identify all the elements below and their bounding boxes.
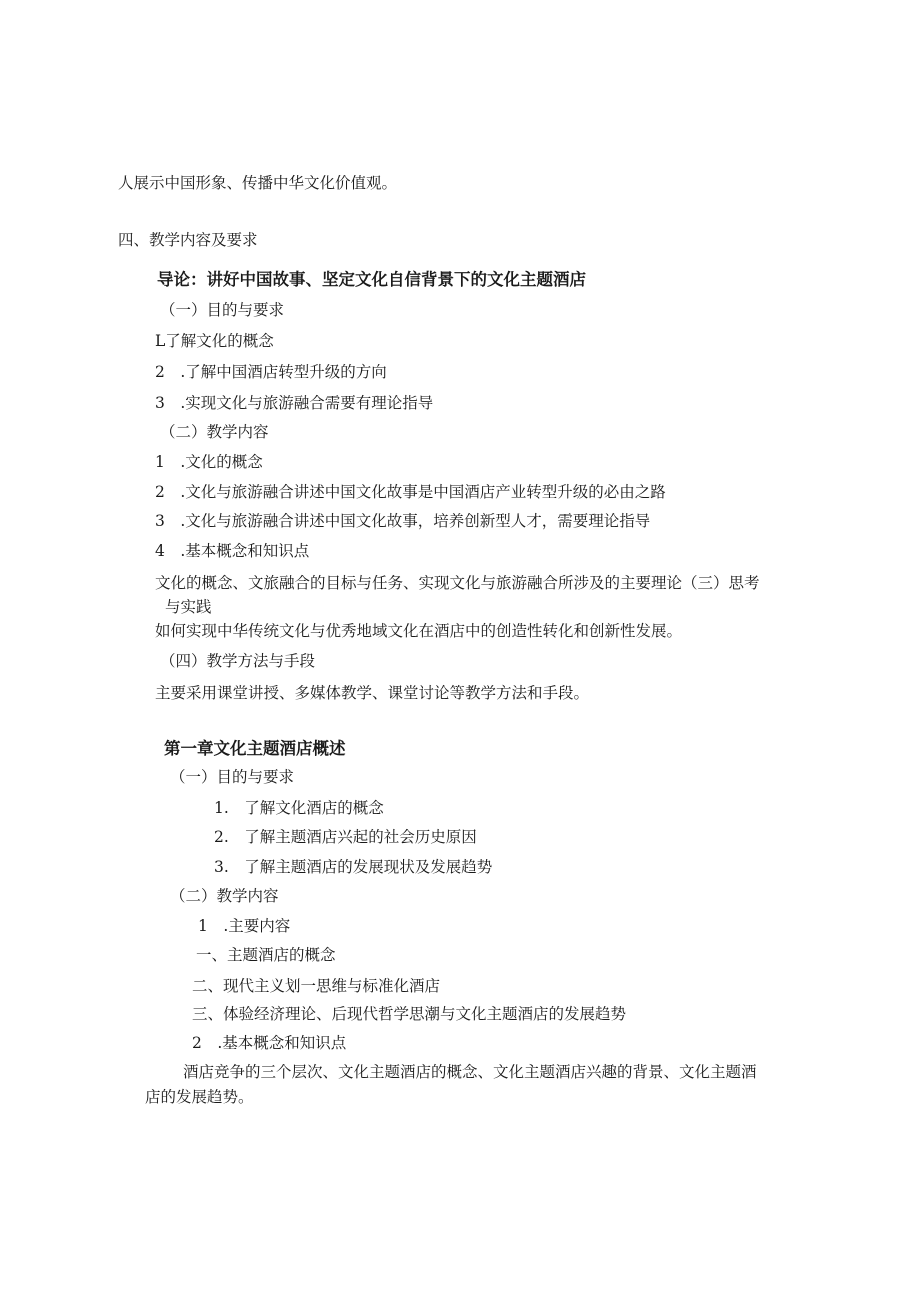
chapter1-concepts-label: 2 .基本概念和知识点 <box>192 1034 347 1052</box>
intro-content-item: 2 .文化与旅游融合讲述中国文化故事是中国酒店产业转型升级的必由之路 <box>155 483 666 501</box>
intro-methods-text: 主要采用课堂讲授、多媒体教学、课堂讨论等教学方法和手段。 <box>155 684 590 702</box>
chapter1-main-item: 一、主题酒店的概念 <box>196 946 336 964</box>
chapter1-objective-item: 1. 了解文化酒店的概念 <box>214 799 384 817</box>
intro-chapter-title: 导论：讲好中国故事、坚定文化自信背景下的文化主题酒店 <box>157 270 586 289</box>
chapter1-objectives-heading: （一）目的与要求 <box>170 768 295 786</box>
intro-content-item: 1 .文化的概念 <box>155 453 263 471</box>
section-heading: 四、教学内容及要求 <box>118 231 258 249</box>
intro-objective-item: 2 .了解中国酒店转型升级的方向 <box>155 363 387 381</box>
chapter1-main-item: 三、体验经济理论、后现代哲学思潮与文化主题酒店的发展趋势 <box>192 1005 627 1023</box>
chapter1-main-content-label: 1 .主要内容 <box>198 917 291 935</box>
chapter1-objective-item: 3. 了解主题酒店的发展现状及发展趋势 <box>214 858 493 876</box>
intro-objective-item: L了解文化的概念 <box>155 332 274 350</box>
intro-concepts-line: 与实践 <box>165 598 212 616</box>
chapter1-main-item: 二、现代主义划一思维与标准化酒店 <box>192 977 441 995</box>
intro-methods-heading: （四）教学方法与手段 <box>160 652 316 670</box>
chapter1-content-heading: （二）教学内容 <box>170 887 279 905</box>
chapter1-concepts-line: 酒店竞争的三个层次、文化主题酒店的概念、文化主题酒店兴趣的背景、文化主题酒 <box>183 1063 757 1081</box>
chapter1-title: 第一章文化主题酒店概述 <box>164 739 346 758</box>
chapter1-concepts-line: 店的发展趋势。 <box>145 1088 254 1106</box>
intro-content-item: 3 .文化与旅游融合讲述中国文化故事，培养创新型人才，需要理论指导 <box>155 512 651 530</box>
chapter1-objective-item: 2. 了解主题酒店兴起的社会历史原因 <box>214 828 477 846</box>
intro-content-item: 4 .基本概念和知识点 <box>155 542 310 560</box>
intro-practice-text: 如何实现中华传统文化与优秀地域文化在酒店中的创造性转化和创新性发展。 <box>155 622 683 640</box>
intro-objectives-heading: （一）目的与要求 <box>160 301 285 319</box>
intro-objective-item: 3 .实现文化与旅游融合需要有理论指导 <box>155 394 434 412</box>
intro-concepts-line: 文化的概念、文旅融合的目标与任务、实现文化与旅游融合所涉及的主要理论（三）思考 <box>155 574 760 592</box>
intro-tail-paragraph: 人展示中国形象、传播中华文化价值观。 <box>118 174 398 192</box>
intro-content-heading: （二）教学内容 <box>160 423 269 441</box>
